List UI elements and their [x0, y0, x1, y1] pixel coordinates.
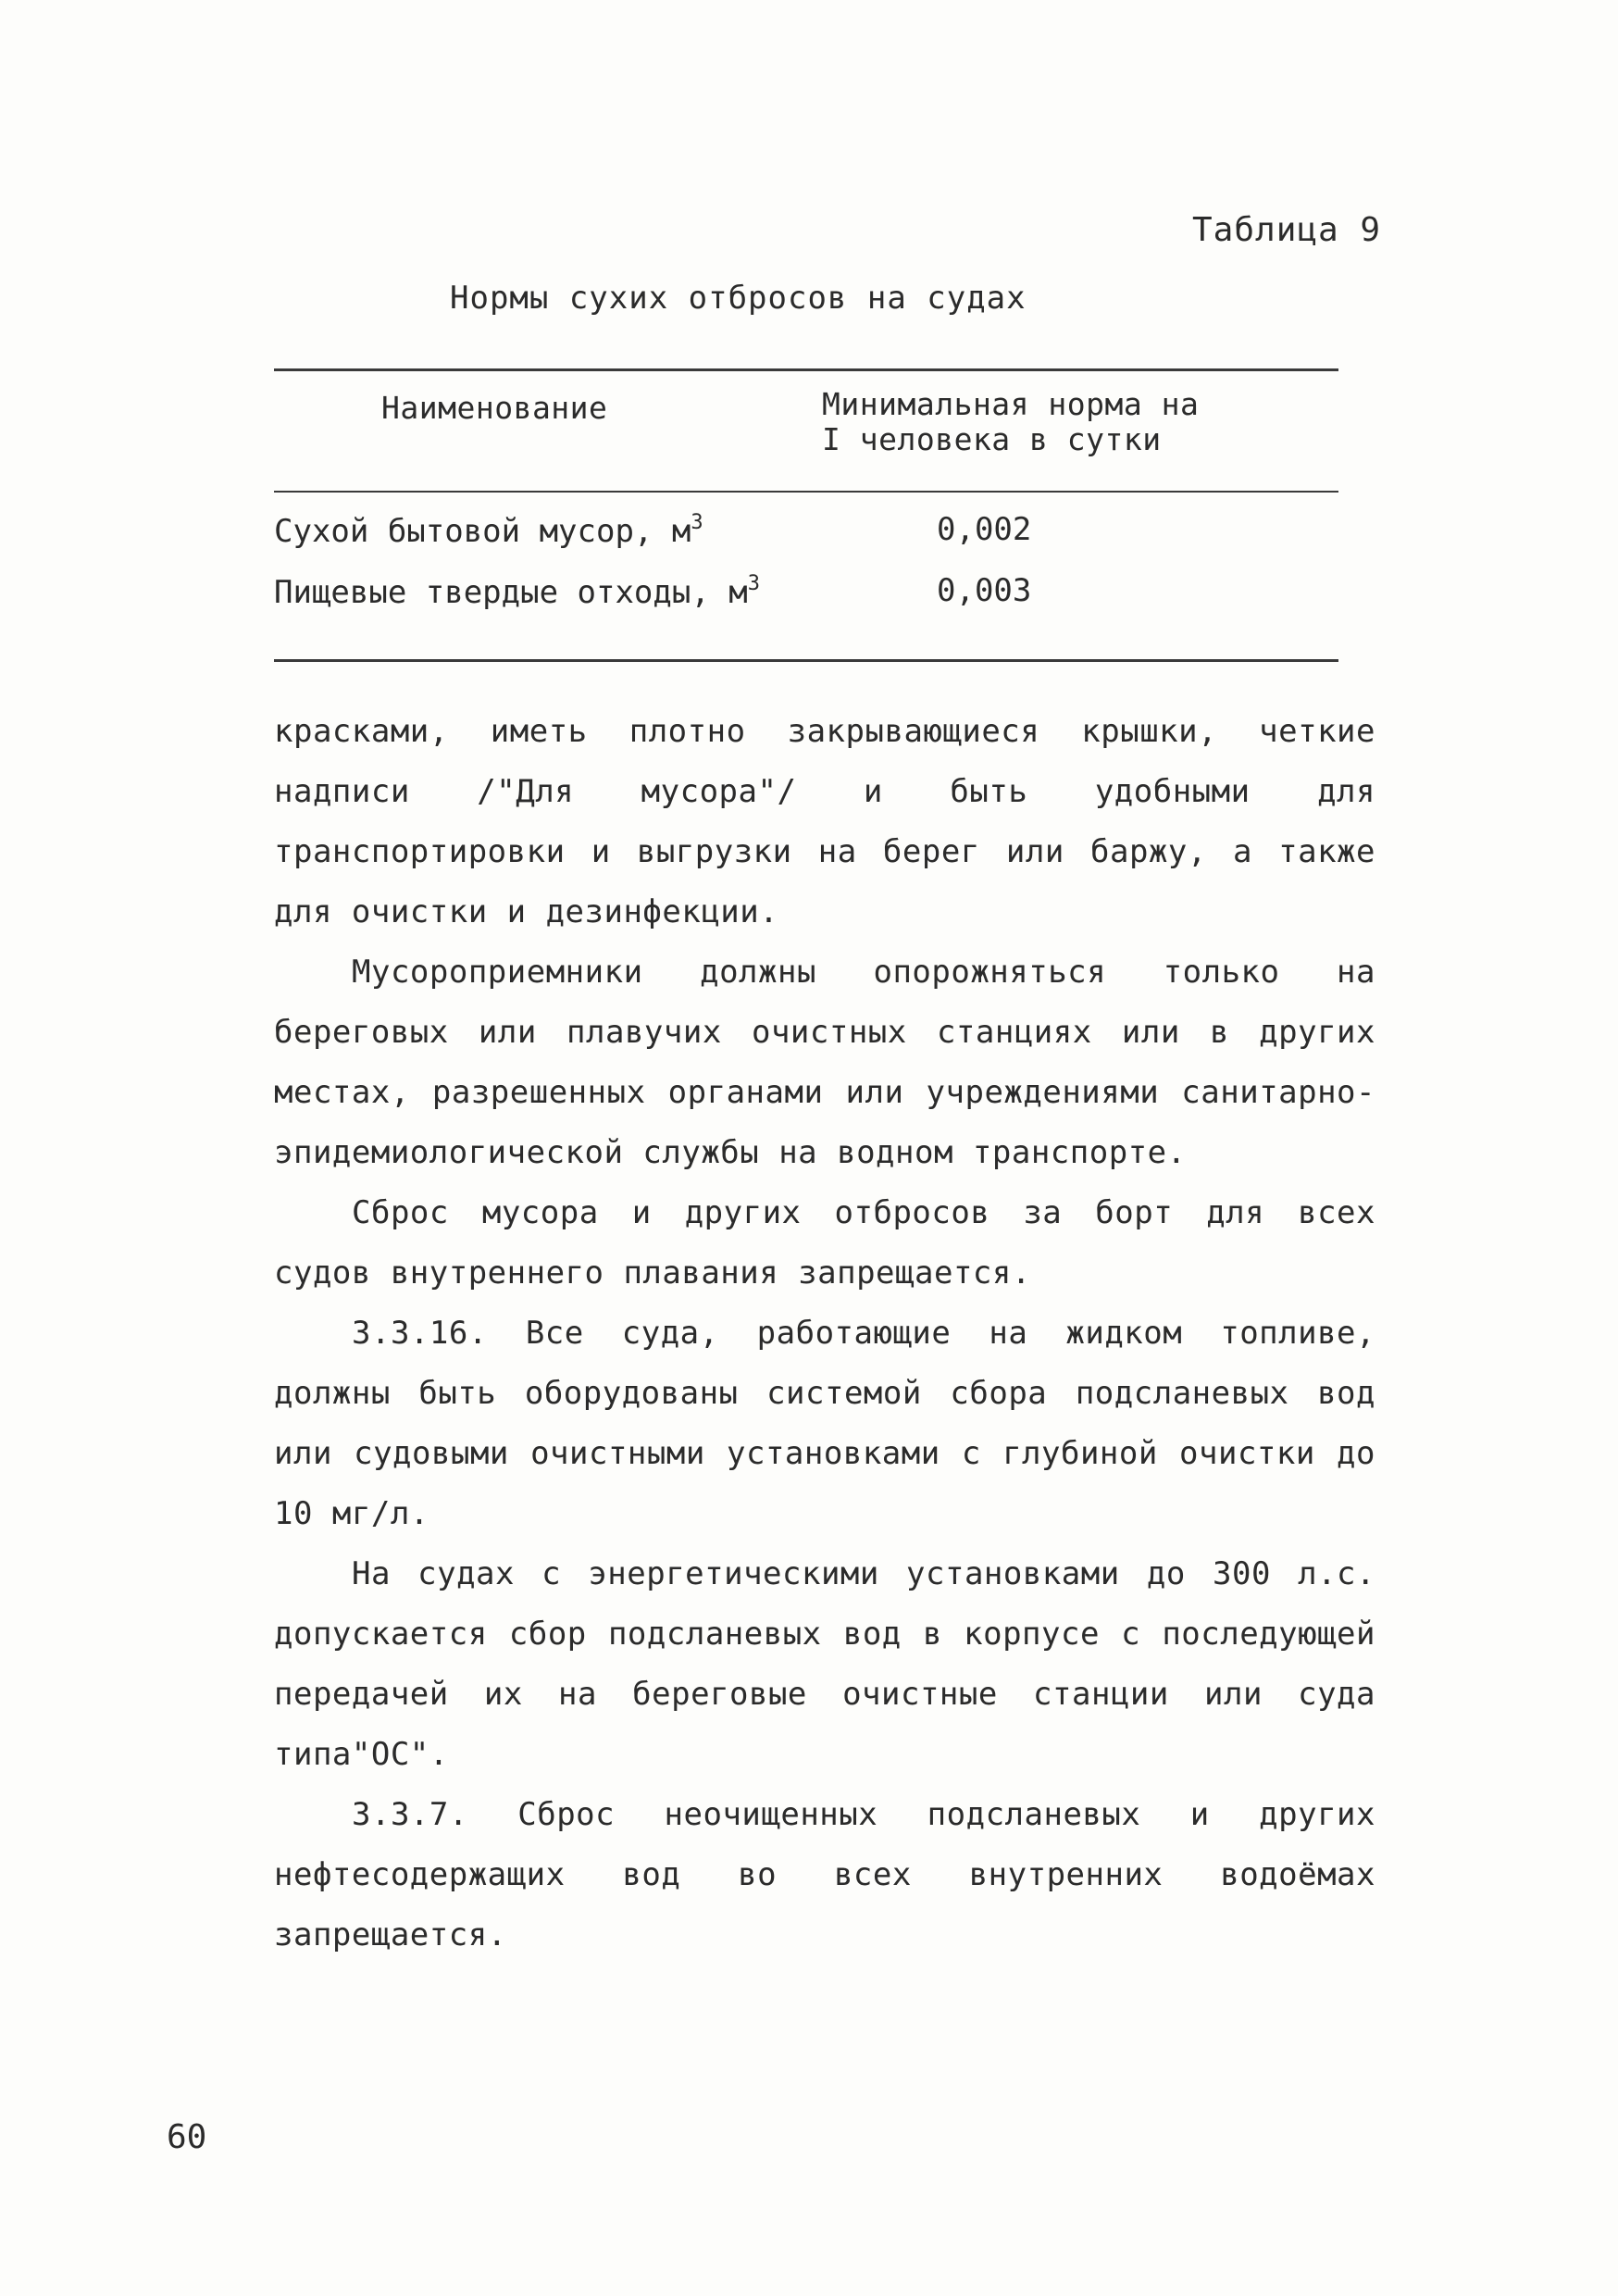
paragraph: Мусороприемники должны опорожняться только на береговых или плавучих очистных станциях или в других местах, разрешенных органами или учреждениями санитарно-эпидемиологической службы на водном транспорте. [274, 954, 1375, 1171]
table-cell-name: Сухой бытовой мусор, $м^3$ [274, 511, 703, 550]
paragraph: 3.3.16. Все суда, работающие на жидком топливе, должны быть оборудованы системой сбора подсланевых вод или судовыми очистными установками с глубиной очистки до 10 мг/л. [274, 1315, 1375, 1532]
table-top-rule [274, 368, 1338, 371]
table-title: Нормы сухих отбросов на судах [450, 280, 1027, 317]
table-header-norm: Минимальная норма на I человека в сутки [822, 386, 1200, 457]
unit-superscript: 3 [747, 572, 760, 595]
table-header-name: Наименование [381, 390, 608, 426]
table-cell-value: 0,002 [937, 511, 1032, 548]
paragraph: 3.3.7. Сброс неочищенных подсланевых и других нефтесодержащих вод во всех внутренних водоёмах запрещается. [274, 1796, 1375, 1953]
table-row [274, 572, 1338, 618]
table-header-rule [274, 491, 1338, 493]
paragraph: красками, иметь плотно закрывающиеся крышки, четкие надписи /"Для мусора"/ и быть удобными для транспортировки и выгрузки на берег или баржу, а также для очистки и дезинфекции. [274, 713, 1375, 930]
table-row [274, 511, 1338, 557]
table-cell-value: 0,003 [937, 572, 1032, 609]
table-number: Таблица 9 [1192, 211, 1382, 249]
table-cell-name: Пищевые твердые отходы, $м^3$ [274, 572, 760, 611]
page-number: 60 [167, 2118, 207, 2156]
unit-superscript: 3 [691, 511, 703, 534]
paragraph: Сброс мусора и других отбросов за борт для всех судов внутреннего плавания запрещается. [274, 1194, 1375, 1292]
table-bottom-rule [274, 659, 1338, 662]
paragraph: На судах с энергетическими установками до 300 л.с. допускается сбор подсланевых вод в корпусе с последующей передачей их на береговые очистные станции или суда типа"ОС". [274, 1555, 1375, 1773]
body-text [274, 702, 1375, 1965]
